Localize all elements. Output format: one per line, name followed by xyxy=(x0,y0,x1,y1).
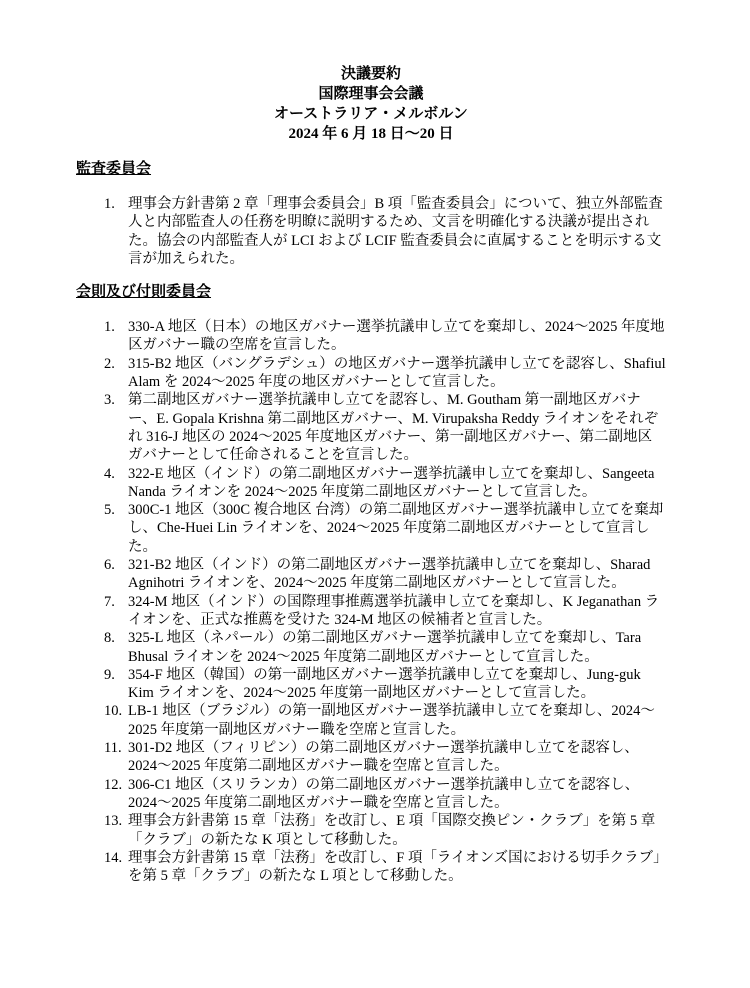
resolution-item: 321-B2 地区（インド）の第二副地区ガバナー選挙抗議申し立てを棄却し、Sharad Agnihotri ライオンを、2024～2025 年度第二副地区ガバナーとして宣言した。 xyxy=(128,557,651,592)
resolution-item: 306-C1 地区（スリランカ）の第二副地区ガバナー選挙抗議申し立てを認容し、2024～2025 年度第二副地区ガバナー職を空席と宣言した。 xyxy=(128,776,640,811)
resolution-item: 理事会方針書第 15 章「法務」を改訂し、E 項「国際交換ピン・クラブ」を第 5 章「クラブ」の新たな K 項として移動した。 xyxy=(128,813,656,848)
resolution-item: 322-E 地区（インド）の第二副地区ガバナー選挙抗議申し立てを棄却し、Sangeeta Nanda ライオンを 2024～2025 年度第二副地区ガバナーとして宣言した。 xyxy=(128,465,655,500)
document-title-block xyxy=(76,64,666,144)
resolution-item: 300C-1 地区（300C 複合地区 台湾）の第二副地区ガバナー選挙抗議申し立てを棄却し、Che-Huei Lin ライオンを、2024～2025 年度第二副地区ガバナーとして宣言した。 xyxy=(128,502,664,555)
section-audit-committee xyxy=(76,160,666,268)
resolution-item: 325-L 地区（ネパール）の第二副地区ガバナー選挙抗議申し立てを棄却し、Tara Bhusal ライオンを 2024～2025 年度第二副地区ガバナーとして宣言した。 xyxy=(128,630,642,665)
document-date: 2024 年 6 月 18 日～20 日 xyxy=(288,126,454,142)
resolution-item: 315-B2 地区（バングラデシュ）の地区ガバナー選挙抗議申し立てを認容し、Shafiul Alam を 2024～2025 年度の地区ガバナーとして宣言した。 xyxy=(128,355,666,391)
constitution-bylaws-resolution-list xyxy=(76,318,666,885)
resolution-item: 354-F 地区（韓国）の第一副地区ガバナー選挙抗議申し立てを棄却し、Jung-guk Kim ライオンを、2024～2025 年度第一副地区ガバナーとして宣言した。 xyxy=(128,666,641,702)
resolution-item: 理事会方針書第 2 章「理事会委員会」B 項「監査委員会」について、独立外部監査人と内部監査人の任務を明瞭に説明するため、文言を明確化する決議が提出された。協会の内部監査人が LCI および LCIF 監査委員会に直属することを明示する文言が加えられた。 xyxy=(128,196,663,267)
resolution-item: 324-M 地区（インド）の国際理事推薦選挙抗議申し立てを棄却し、K Jeganathan ライオンを、正式な推薦を受けた 324-M 地区の候補者と宣言した。 xyxy=(128,593,660,628)
resolution-item: 301-D2 地区（フィリピン）の第二副地区ガバナー選挙抗議申し立てを認容し、2024～2025 年度第二副地区ガバナー職を空席と宣言した。 xyxy=(128,740,639,775)
document-location: オーストラリア・メルボルン xyxy=(274,106,468,122)
resolution-item: 第二副地区ガバナー選挙抗議申し立てを認容し、M. Goutham 第一副地区ガバナー、E. Gopala Krishna 第二副地区ガバナー、M. Virupaksha Reddy ライオンをそれぞれ 316-J 地区の 2024～2025 年度地区ガバナー、第一副地区ガバナー、第二副地区ガバナーとして任命されることを宣言した。 xyxy=(128,392,659,464)
resolution-item: 理事会方針書第 15 章「法務」を改訂し、F 項「ライオンズ国における切手クラブ」を第 5 章「クラブ」の新たな L 項として移動した。 xyxy=(128,849,661,885)
document-title: 決議要約 xyxy=(340,66,401,82)
section-constitution-bylaws-committee xyxy=(76,283,666,885)
resolution-item: LB-1 地区（ブラジル）の第一副地区ガバナー選挙抗議申し立てを棄却し、2024～2025 年度第一副地区ガバナー職を空席と宣言した。 xyxy=(128,703,655,738)
section-heading-audit-committee: 監査委員会 xyxy=(76,161,152,177)
audit-committee-resolution-list xyxy=(76,195,666,268)
section-heading-constitution-bylaws: 会則及び付則委員会 xyxy=(76,284,212,301)
document-subtitle: 国際理事会会議 xyxy=(318,86,424,102)
resolution-item: 330-A 地区（日本）の地区ガバナー選挙抗議申し立てを棄却し、2024～2025 年度地区ガバナー職の空席を宣言した。 xyxy=(128,319,665,354)
